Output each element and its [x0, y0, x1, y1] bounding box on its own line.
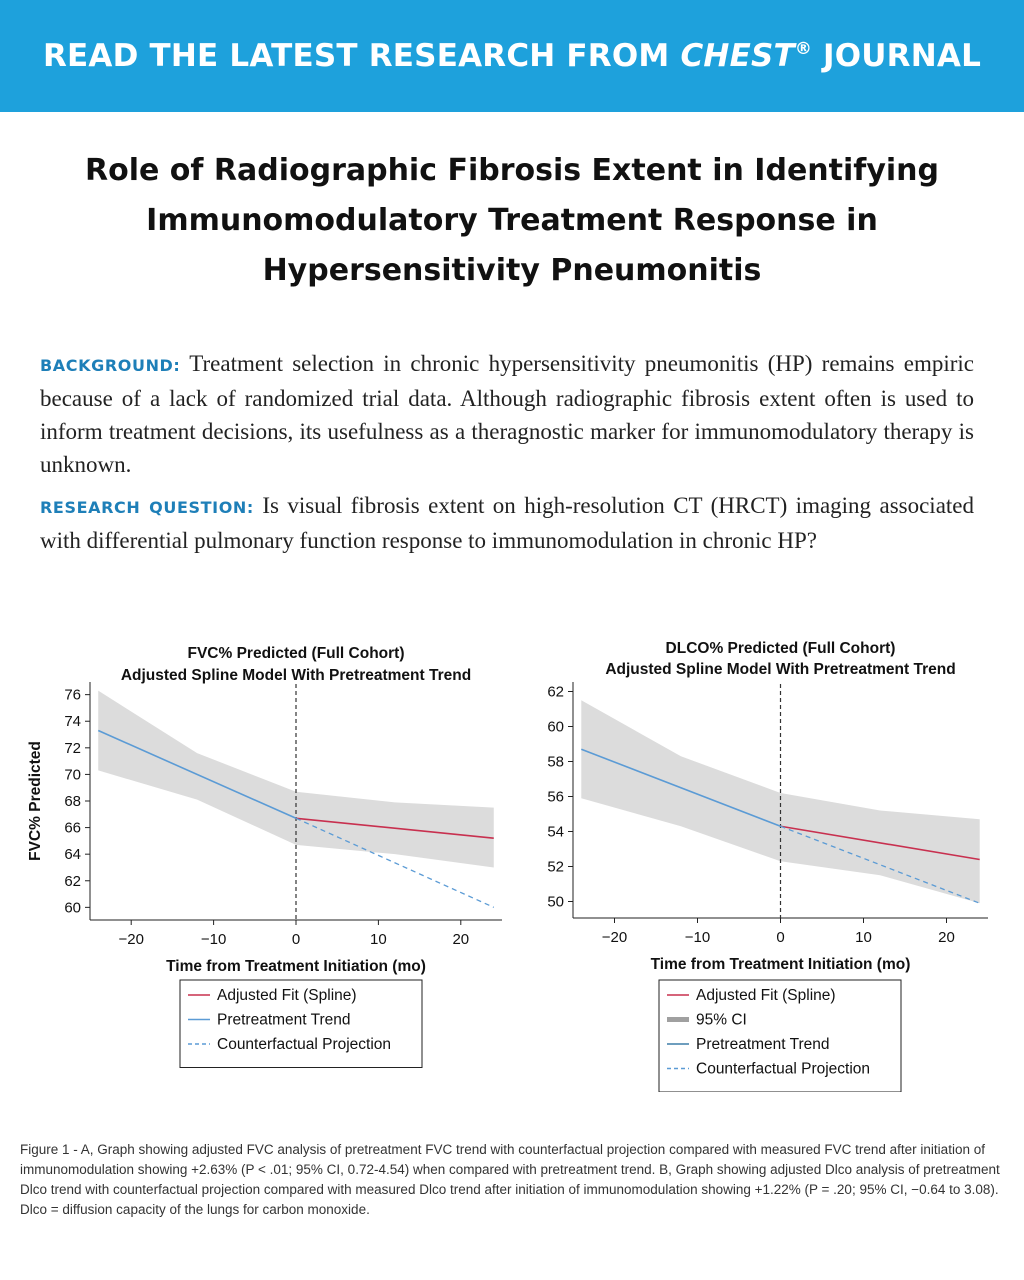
y-tick-label: 52 — [547, 858, 564, 876]
y-tick-label: 68 — [64, 793, 81, 810]
research-question-label: RESEARCH QUESTION: — [40, 498, 254, 517]
banner-registered-mark: ® — [794, 39, 813, 59]
banner-prefix: READ THE LATEST RESEARCH FROM — [42, 38, 681, 74]
y-tick-label: 56 — [547, 788, 564, 806]
legend-label: Adjusted Fit (Spline) — [217, 987, 357, 1004]
x-axis-label: Time from Treatment Initiation (mo) — [650, 956, 911, 973]
y-tick-label: 50 — [547, 893, 564, 911]
y-tick-label: 70 — [64, 766, 81, 784]
y-tick-label: 62 — [547, 683, 564, 701]
x-tick-label: 0 — [291, 931, 301, 948]
banner-brand: CHEST — [680, 38, 795, 74]
x-tick-label: 20 — [938, 929, 955, 946]
background-paragraph — [40, 347, 974, 481]
journal-banner — [0, 0, 1024, 112]
y-tick-label: 62 — [64, 872, 81, 890]
chart-title-line: FVC% Predicted (Full Cohort) — [187, 645, 405, 662]
chart-title-line: DLCO% Predicted (Full Cohort) — [665, 640, 896, 657]
x-tick-label: 0 — [776, 929, 785, 946]
background-text: Treatment selection in chronic hypersensitivity pneumonitis (HP) remains empiric because of a lack of randomized trial data. Although radiographic fibrosis extent often is used to inform treatment decisions, its usefulness as a theragnostic marker for immunomodulatory therapy is unknown. — [40, 351, 974, 477]
figure-caption: Figure 1 - A, Graph showing adjusted FVC analysis of pretreatment FVC trend with counterfactual projection compared with measured FVC trend after initiation of immunomodulation showing +2.63% (P < .01; 95% CI, 0.72-4.54) when compared with pretreatment trend. B, Graph showing adjusted Dlco analysis of pretreatment Dlco trend with counterfactual projection compared with measured Dlco trend after initiation of immunomodulation showing +1.22% (P = .20; 95% CI, −0.64 to 3.08). Dlco = diffusion capacity of the lungs for carbon monoxide. — [20, 1142, 1000, 1217]
x-tick-label: 20 — [452, 931, 470, 948]
x-axis-label: Time from Treatment Initiation (mo) — [166, 958, 426, 975]
legend-label: Adjusted Fit (Spline) — [696, 987, 836, 1004]
fvc-chart — [20, 632, 510, 1072]
background-label: BACKGROUND: — [40, 356, 181, 375]
abstract — [40, 347, 974, 565]
y-tick-label: 58 — [547, 753, 564, 771]
y-axis-label: FVC% Predicted — [27, 741, 44, 861]
banner-suffix: JOURNAL — [812, 38, 982, 74]
ci-band — [581, 700, 979, 903]
legend-label: Pretreatment Trend — [217, 1011, 351, 1029]
research-question-text: Is visual fibrosis extent on high-resolution CT (HRCT) imaging associated with differential pulmonary function response to immunomodulation in chronic HP? — [40, 493, 975, 553]
x-tick-label: 10 — [370, 931, 387, 948]
y-tick-label: 76 — [64, 686, 81, 704]
x-tick-label: −20 — [601, 929, 628, 946]
y-tick-label: 72 — [64, 739, 81, 757]
y-tick-label: 60 — [547, 718, 564, 736]
legend-label: Counterfactual Projection — [696, 1060, 871, 1078]
chart-title-line: Adjusted Spline Model With Pretreatment Trend — [120, 667, 472, 684]
y-tick-label: 66 — [64, 819, 81, 837]
question-paragraph — [40, 489, 974, 557]
x-tick-label: −10 — [684, 929, 711, 946]
article-title: Role of Radiographic Fibrosis Extent in Identifying Immunomodulatory Treatment Response in Hypersensitivity Pneumonitis — [84, 153, 939, 288]
y-tick-label: 74 — [64, 713, 81, 731]
y-tick-label: 54 — [547, 823, 564, 841]
y-tick-label: 64 — [64, 846, 81, 864]
banner-text — [43, 38, 981, 74]
x-tick-label: −10 — [200, 931, 227, 948]
legend-label: Counterfactual Projection — [217, 1036, 392, 1053]
x-tick-label: −20 — [118, 931, 144, 948]
y-tick-label: 60 — [64, 899, 81, 917]
dlco-chart — [510, 632, 1004, 1092]
x-tick-label: 10 — [855, 929, 872, 946]
legend-label: Pretreatment Trend — [696, 1036, 830, 1053]
chart-title-line: Adjusted Spline Model With Pretreatment Trend — [605, 661, 956, 678]
legend-label: 95% CI — [696, 1011, 747, 1029]
